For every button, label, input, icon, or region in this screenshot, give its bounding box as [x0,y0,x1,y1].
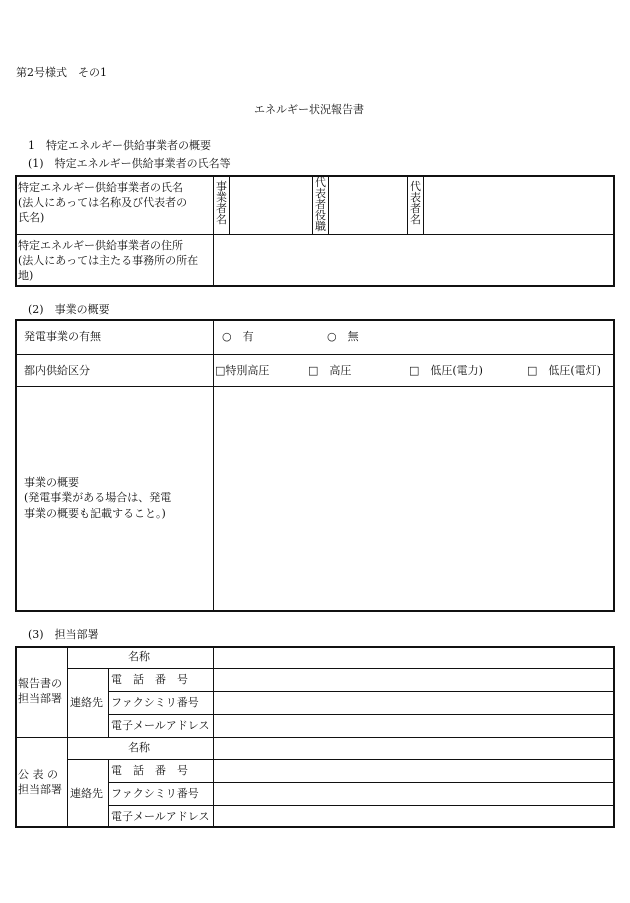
public-fax-label: ファクシミリ番号 [111,787,199,800]
owner-address-label-line3: 地) [18,269,34,282]
section-1-2-heading: (2) 事業の概要 [28,303,110,316]
document-title: エネルギー状況報告書 [254,103,364,116]
business-name-field[interactable] [231,177,310,232]
business-overview-label-line2: (発電事業がある場合は、発電 [24,491,172,504]
supply-extra-high-voltage-checkbox[interactable]: □特別高圧 [215,364,270,377]
public-phone-label: 電 話 番 号 [111,764,188,777]
public-email-field[interactable] [215,807,613,826]
report-email-label: 電子メールアドレス [111,719,210,732]
section-1-heading: 1 特定エネルギー供給事業者の概要 [28,139,211,152]
business-overview-label-line3: 事業の概要も記載すること。) [24,507,166,520]
public-phone-field[interactable] [215,761,613,781]
public-dept-name-field[interactable] [215,739,613,758]
business-name-label: 事業者名 [216,180,227,226]
representative-name-label: 代表者名 [410,180,421,226]
public-email-label: 電子メールアドレス [111,810,210,823]
supply-category-label: 都内供給区分 [24,364,90,377]
report-dept-name-field[interactable] [215,648,613,667]
report-phone-field[interactable] [215,670,613,690]
report-phone-label: 電 話 番 号 [111,673,188,686]
report-email-field[interactable] [215,716,613,736]
public-contact-label: 連絡先 [70,787,103,800]
supply-high-voltage-checkbox[interactable]: □ 高圧 [308,364,352,377]
report-dept-label-line1: 報告書の [18,677,62,690]
owner-address-label-line2: (法人にあっては主たる事務所の所在 [18,254,199,267]
supply-low-voltage-power-checkbox[interactable]: □ 低圧(電力) [409,364,483,377]
representative-title-label: 代表者役職 [315,176,326,233]
representative-title-field[interactable] [330,177,405,232]
report-dept-name-label: 名称 [128,650,150,663]
power-generation-label: 発電事業の有無 [24,330,101,343]
owner-address-label-line1: 特定エネルギー供給事業者の住所 [18,239,183,252]
owner-name-label-line3: 氏名) [18,211,45,224]
report-fax-field[interactable] [215,693,613,713]
owner-address-field[interactable] [215,236,613,285]
power-generation-no-radio[interactable]: ○ 無 [327,330,359,343]
representative-name-field[interactable] [425,177,613,232]
public-dept-label-line1: 公 表 の [18,768,58,781]
public-dept-label-line2: 担当部署 [18,783,62,796]
report-contact-label: 連絡先 [70,696,103,709]
owner-name-label-line1: 特定エネルギー供給事業者の氏名 [18,181,183,194]
business-overview-label-line1: 事業の概要 [24,476,79,489]
supply-low-voltage-lighting-checkbox[interactable]: □ 低圧(電灯) [527,364,601,377]
public-dept-name-label: 名称 [128,741,150,754]
report-fax-label: ファクシミリ番号 [111,696,199,709]
public-fax-field[interactable] [215,784,613,804]
owner-name-label-line2: (法人にあっては名称及び代表者の [18,196,188,209]
business-overview-field[interactable] [215,388,613,610]
power-generation-yes-radio[interactable]: ○ 有 [222,330,254,343]
report-dept-label-line2: 担当部署 [18,692,62,705]
section-1-1-heading: (1) 特定エネルギー供給事業者の氏名等 [28,157,231,170]
form-number: 第2号様式 その1 [16,66,107,79]
section-1-3-heading: (3) 担当部署 [28,628,99,641]
